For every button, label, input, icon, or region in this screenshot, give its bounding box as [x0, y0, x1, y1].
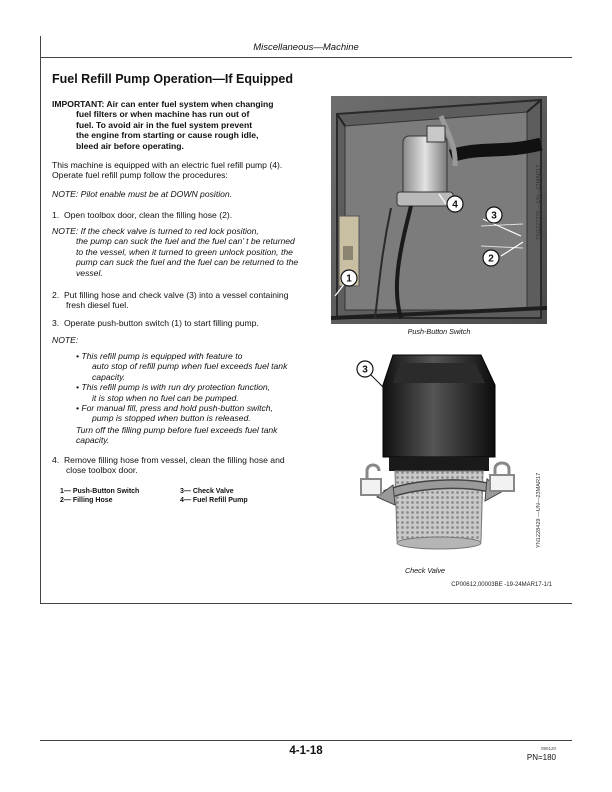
pn-number: PN=180 — [526, 753, 556, 762]
callout-3 — [486, 207, 502, 223]
callout-2 — [483, 250, 499, 266]
step-number: 4. — [52, 455, 60, 465]
note-first-line: NOTE: If the check valve is turned to red lock position, — [52, 226, 259, 236]
note-pilot-enable: NOTE: Pilot enable must be at DOWN position. — [52, 189, 233, 199]
fuel-refill-pump-photo — [331, 96, 547, 324]
unlocked-padlock-icon — [361, 465, 381, 495]
bullet-rest: it is stop when no fuel can be pumped. — [92, 392, 239, 403]
svg-text:3: 3 — [362, 364, 368, 376]
svg-text:3: 3 — [491, 210, 497, 222]
footer-date-code: 090120 — [540, 746, 556, 751]
important-line: the engine from starting or cause rough idle, — [76, 130, 259, 141]
bullet-rest: pump is stopped when button is released. — [92, 413, 251, 424]
step-number: 3. — [52, 318, 60, 328]
bullet-item — [76, 403, 306, 424]
step-text: Put filling hose and check valve (3) into a vessel containing fresh diesel fuel. — [63, 290, 289, 311]
footer-rule — [40, 740, 572, 741]
callout-3 — [357, 361, 373, 377]
note-bullet-list — [76, 351, 306, 424]
bullet-first: For manual fill, press and hold push-button switch, — [81, 403, 273, 414]
check-valve-photo — [345, 345, 535, 560]
note-continuation: the pump can suck the fuel and the fuel can’ t be returned to the vessel, when it turned to green unlock position, the pump can suck the fuel and the fuel can be returned to the vessel. — [76, 236, 299, 278]
step-2 — [52, 290, 300, 311]
step-1 — [52, 210, 300, 220]
svg-text:4: 4 — [452, 199, 458, 211]
figure-2-code: YN1228429 —UN—23MAR17 — [536, 472, 542, 548]
step-text: Operate push-button switch (1) to start filling pump. — [63, 318, 259, 328]
legend-item: 3— Check Valve — [180, 488, 234, 495]
legend-col-left — [60, 488, 139, 505]
step-4 — [52, 455, 300, 476]
legend-item: 1— Push-Button Switch — [60, 488, 140, 495]
bullet-mark: • — [76, 351, 80, 361]
important-line: fuel filters or when machine has run out of — [76, 109, 250, 120]
important-line: IMPORTANT: Air can enter fuel system when changing — [52, 99, 274, 109]
legend-item: 4— Fuel Refill Pump — [180, 496, 248, 504]
callout-4 — [447, 196, 463, 212]
document-reference-code: CP00612,00003BE -19-24MAR17-1/1 — [451, 582, 552, 588]
bullet-first: This refill pump is equipped with feature to — [81, 351, 243, 361]
running-head: Miscellaneous—Machine — [253, 42, 359, 53]
figure-1-caption: Push-Button Switch — [407, 327, 471, 336]
step-number: 2. — [52, 290, 60, 300]
svg-text:1: 1 — [346, 273, 352, 285]
figure-1-code: YN1227270 —UN—23MAR17 — [536, 164, 542, 240]
note-check-valve — [52, 226, 300, 278]
step-text: Open toolbox door, clean the filling hose (2). — [63, 210, 233, 220]
bullet-first: This refill pump is with run dry protection function, — [81, 382, 271, 393]
turn-off-note: Turn off the filling pump before fuel exceeds fuel tank capacity. — [76, 425, 278, 446]
figure-2-caption: Check Valve — [404, 566, 446, 575]
locked-padlock-icon — [490, 463, 514, 491]
callout-1 — [341, 270, 357, 286]
step-number: 1. — [52, 210, 60, 220]
bullet-item — [76, 351, 306, 382]
important-line: bleed air before operating. — [76, 140, 184, 151]
section-title: Fuel Refill Pump Operation—If Equipped — [52, 72, 293, 86]
important-line: fuel. To avoid air in the fuel system prevent — [76, 119, 253, 130]
step-text: Remove filling hose from vessel, clean the filling hose and close toolbox door. — [63, 455, 285, 476]
page-number: 4-1-18 — [289, 745, 323, 757]
bullet-mark: • — [76, 403, 80, 414]
bullet-mark: • — [76, 382, 80, 393]
step-3 — [52, 318, 300, 328]
intro-paragraph: This machine is equipped with an electric fuel refill pump (4). Operate fuel refill pump follow the procedures: — [52, 160, 283, 181]
important-notice — [52, 99, 300, 151]
svg-text:2: 2 — [488, 253, 494, 265]
legend-col-right — [180, 488, 248, 505]
bullet-rest: auto stop of refill pump when fuel exceeds fuel tank capacity. — [92, 361, 288, 382]
legend-item: 2— Filling Hose — [60, 496, 113, 504]
note-label: NOTE: — [52, 335, 79, 345]
bullet-item — [76, 382, 306, 403]
